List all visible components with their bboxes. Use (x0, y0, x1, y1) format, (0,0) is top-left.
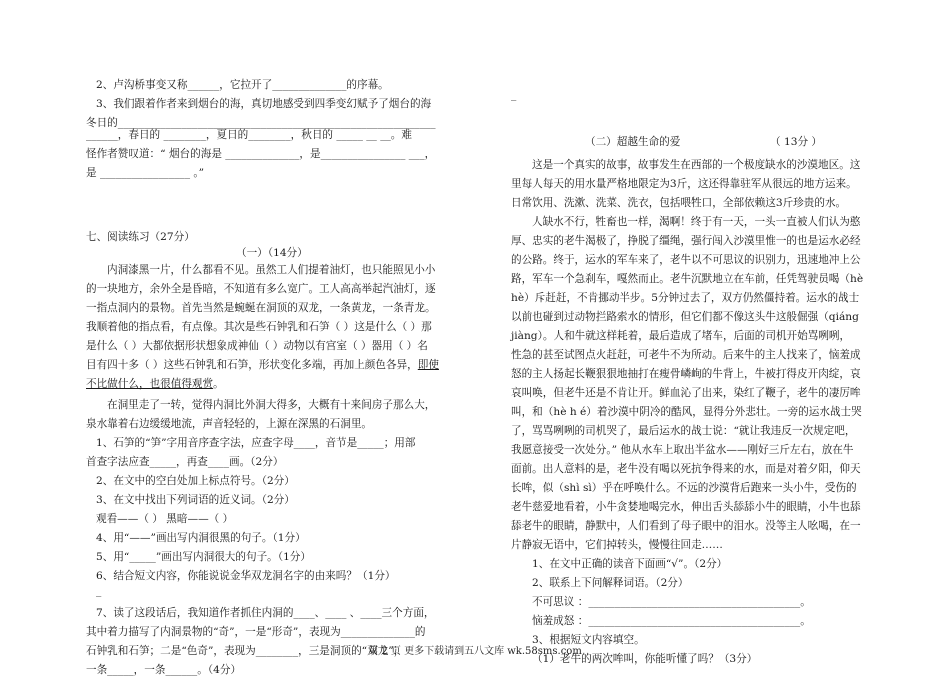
passage1-line: 一指点洞内的景物。首先当然是蜿蜒在洞顶的双龙，一条黄龙，一条青龙。 (86, 302, 436, 314)
question-4: 4、用“——”画出写内洞很黑的句子。（1分） (96, 532, 306, 544)
question-6: 6、结合短文内容，你能说说金华双龙洞名字的由来吗？（1分） (96, 570, 396, 582)
passage1-line: 是什么（ ）大都依据形状想象成神仙（ ）动物以有宫室（ ）器用（ ）名 (86, 340, 428, 352)
underlined-sentence: 即使 (417, 359, 439, 371)
right-question-2: 2、联系上下问解释词语。（2分） (532, 577, 689, 589)
passage1-line: 的一块地方，余外全是昏暗，不知道有多么宽广。工人高高举起汽油灯，逐 (86, 283, 436, 295)
passage2-line: 性急的甚至试图点火赶赶，可老牛不为所动。后来牛的主人找来了，恼羞成 (511, 349, 861, 361)
passage2-line: 叫，和（hè h é）着沙漠中阴冷的酷风，显得分外悲壮。一旁的运水战士哭 (511, 406, 862, 418)
passage2-line: 我愿意接受一次处分。” 他从水车上取出半盆水——刚好三斤左右，放在牛 (511, 444, 854, 456)
part-one-heading: （一）（14分） (236, 247, 308, 259)
passage2-line: 面前。出人意料的是，老牛没有喝以死抗争得来的水，而是对着夕阳，仰天 (511, 463, 861, 475)
answer-blank: _ (511, 89, 517, 101)
question-7-cont: 一条_____，一条______。（4分） (86, 664, 242, 676)
question-3: 3、在文中找出下列词语的近义词。（2分） (96, 494, 295, 506)
question-7-cont: 其中着力描写了内洞景物的“奇”，一是“形奇”，表现为______________的 (86, 626, 426, 638)
passage2-line: 老牛慈爱地看着，小牛贪婪地喝完水，伸出舌头舔舔小牛的眼睛，小牛也舔 (511, 501, 861, 513)
word-explanation-2: 恼羞成怒 ：________________________________________。 (532, 615, 811, 627)
passage2-line: 人缺水不行，牲畜也一样，渴啊！终于有一天，一头一直被人们认为憨 (532, 216, 861, 228)
section-seven-heading: 七、阅读练习（27分） (86, 231, 195, 243)
passage2-line: 这是一个真实的故事，故事发生在西部的一个极度缺水的沙漠地区。这 (532, 159, 861, 171)
passage2-line: 路，军车一个急刹车，嘎然而止。老牛沉默地立在车前，任凭驾驶员喝（hè (511, 273, 864, 285)
right-question-1: 1、在文中正确的读音下面画“√”。（2分） (532, 558, 728, 570)
underlined-sentence: 不比做什么，也很值得观赏 (86, 378, 214, 390)
q3-yantai-sea-line4: 怪作者赞叹道：“ 烟台的海是 ______________，是________________ ___， (86, 148, 436, 160)
passage2-line: 长哞，似（shì sì）乎在呼唤什么。不远的沙漠背后跑来一头小牛，受伤的 (511, 482, 857, 494)
q3-yantai-sea-line2: 冬日的____________________________________________________________ (86, 117, 436, 129)
part-two-heading: （二）超越生命的爱 (585, 136, 681, 148)
passage2-line: jiàng）。人和牛就这样耗着，最后造成了堵车，后面的司机开始骂咧咧， (511, 330, 851, 342)
passage1-text: 。 (213, 378, 224, 390)
passage1-line: 泉水靠着右边缓缓地流，声音轻轻的，上源在深黑的石洞里。 (86, 418, 373, 430)
passage1-text: 目有四十多（ ）这些石钟乳和石笋，形状变化多端，再加上颜色各异， (86, 359, 418, 371)
right-question-3: 3、根据短文内容填空。 (532, 634, 645, 646)
passage2-line: hè）斥赶赶，不肯挪动半步。5分钟过去了，双方仍然僵持着。运水的战士 (511, 292, 860, 304)
question-7-cont: 石钟乳和石笋；二是“色奇”，表现为________，三是洞顶的“双龙”， (86, 645, 405, 657)
right-question-3-1: （1）老牛的两次哞叫，你能听懂了吗？（3分） (532, 653, 758, 665)
passage2-line: 了，骂骂咧咧的司机哭了，最后运水的战士说：“就让我违反一次规定吧， (511, 425, 856, 437)
question-3-words: 观看——（ ） 黑暗——（ ） (96, 513, 234, 525)
q3-yantai-sea-line5: 是 _________________ 。” (86, 167, 205, 179)
question-7: 7、读了这段话后，我知道作者抓住内洞的____、____ 、____三个方面， (96, 607, 435, 619)
q2-lugou-bridge: 2、卢沟桥事变又称______，它拉开了______________的序幕。 (96, 79, 389, 91)
passage2-line: 哀叫唤，但老牛还是不肯让开。鲜血沁了出来，染红了鞭子，老牛的凄厉哞 (511, 387, 861, 399)
passage2-line: 里每人每天的用水量严格地限定为3斤，这还得靠驻军从很远的地方运来。 (511, 178, 857, 190)
page-footer: 第 2 页 更多下载请到五八文库 wk.58sms.com (368, 646, 582, 657)
passage1-line (86, 375, 224, 394)
question-1: 1、石笋的“笋”字用音序查字法，应查字母____，音节是_____；用部 (96, 437, 416, 449)
passage2-line: 舔老牛的眼睛，静默中，人们看到了母子眼中的泪水。没等主人吆喝，在一 (511, 520, 861, 532)
part-two-score: （ 13分 ） (770, 136, 822, 148)
passage2-line: 以前也碰到过动物拦路索水的情形，但它们都不像这头牛这般倔强（qiáng (511, 311, 859, 323)
passage2-line: 怒的主人扬起长鞭狠狠地抽打在瘦骨嶙峋的牛背上，牛被打得皮开肉绽，哀 (511, 368, 861, 380)
question-5: 5、用“_____”画出写内洞很大的句子。（1分） (96, 551, 311, 563)
passage1-line: 内洞漆黑一片，什么都看不见。虽然工人们提着油灯，也只能照见小小 (107, 264, 436, 276)
word-explanation-1: 不可思议 ：________________________________________。 (532, 596, 811, 608)
passage2-line: 片静寂无语中，它们掉转头，慢慢往回走…… (511, 539, 723, 551)
passage2-line: 厚、忠实的老牛渴极了，挣脱了缰绳，强行闯入沙漠里惟一的也是运水必经 (511, 235, 861, 247)
passage2-line: 日常饮用、洗漱、洗菜、洗衣，包括喂牲口，全部依赖这3斤珍贵的水。 (511, 197, 847, 209)
q3-yantai-sea-line3: ______，春日的 ________，夏日的________，秋日的 _____ __ __。难 (86, 129, 412, 141)
question-1-cont: 首查字法应查_____，再查____画。（2分） (86, 456, 284, 468)
passage1-line: 在洞里走了一转，觉得内洞比外洞大得多，大概有十来间房子那么大， (107, 399, 436, 411)
passage1-line (86, 356, 439, 375)
passage1-line: 我顺着他的指点看，有点像。其次是些石钟乳和石笋（ ）这是什么（ ）那 (86, 321, 432, 333)
passage2-line: 的公路。终于，运水的军车来了，老牛以不可思议的识别力，迅速地冲上公 (511, 254, 861, 266)
answer-blank: _ (96, 585, 102, 597)
q3-yantai-sea-line1: 3、我们跟着作者来到烟台的海，真切地感受到四季变幻赋予了烟台的海 (96, 98, 432, 110)
question-2: 2、在文中的空白处加上标点符号。（2分） (96, 475, 295, 487)
